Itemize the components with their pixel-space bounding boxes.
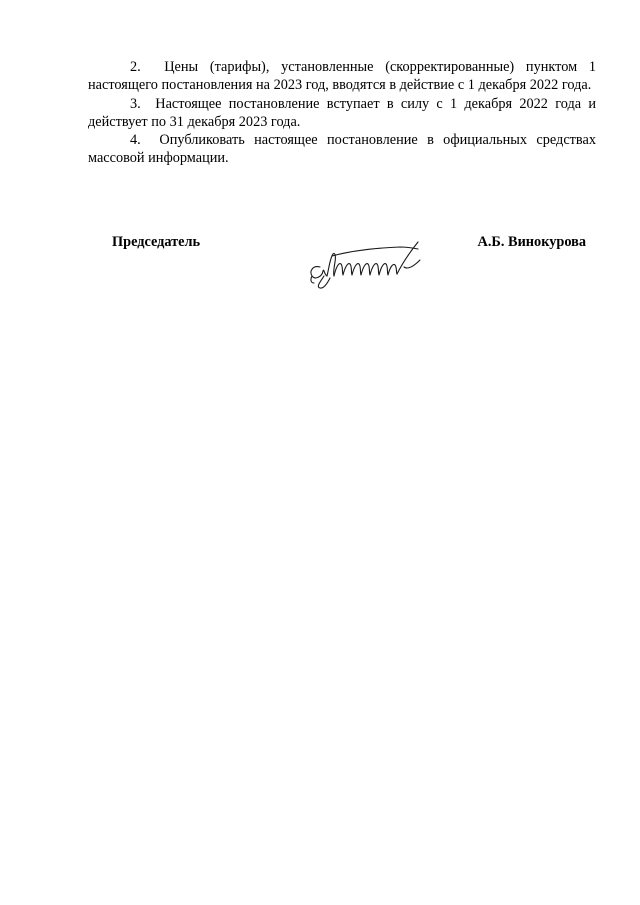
- paragraph-number: 4.: [130, 132, 141, 149]
- paragraph-number: 2.: [130, 59, 141, 75]
- signature-block: [0, 0, 640, 300]
- paragraph-text: Цены (тарифы), установленные (скорректированные) пунктом 1 настоящего постановления на 2023 год, вводятся в действие с 1 декабря 2022 года.: [88, 59, 596, 94]
- signatory-role: Председатель: [112, 234, 201, 250]
- paragraph-number: 3.: [130, 95, 141, 112]
- paragraph-text: Опубликовать настоящее постановление в официальных средствах массовой информации.: [88, 132, 596, 167]
- handwritten-signature: [300, 234, 435, 294]
- signatory-name: А.Б. Винокурова: [477, 234, 586, 250]
- paragraph-text: Настоящее постановление вступает в силу с 1 декабря 2022 года и действует по 31 декабря 2023 года.: [88, 95, 596, 130]
